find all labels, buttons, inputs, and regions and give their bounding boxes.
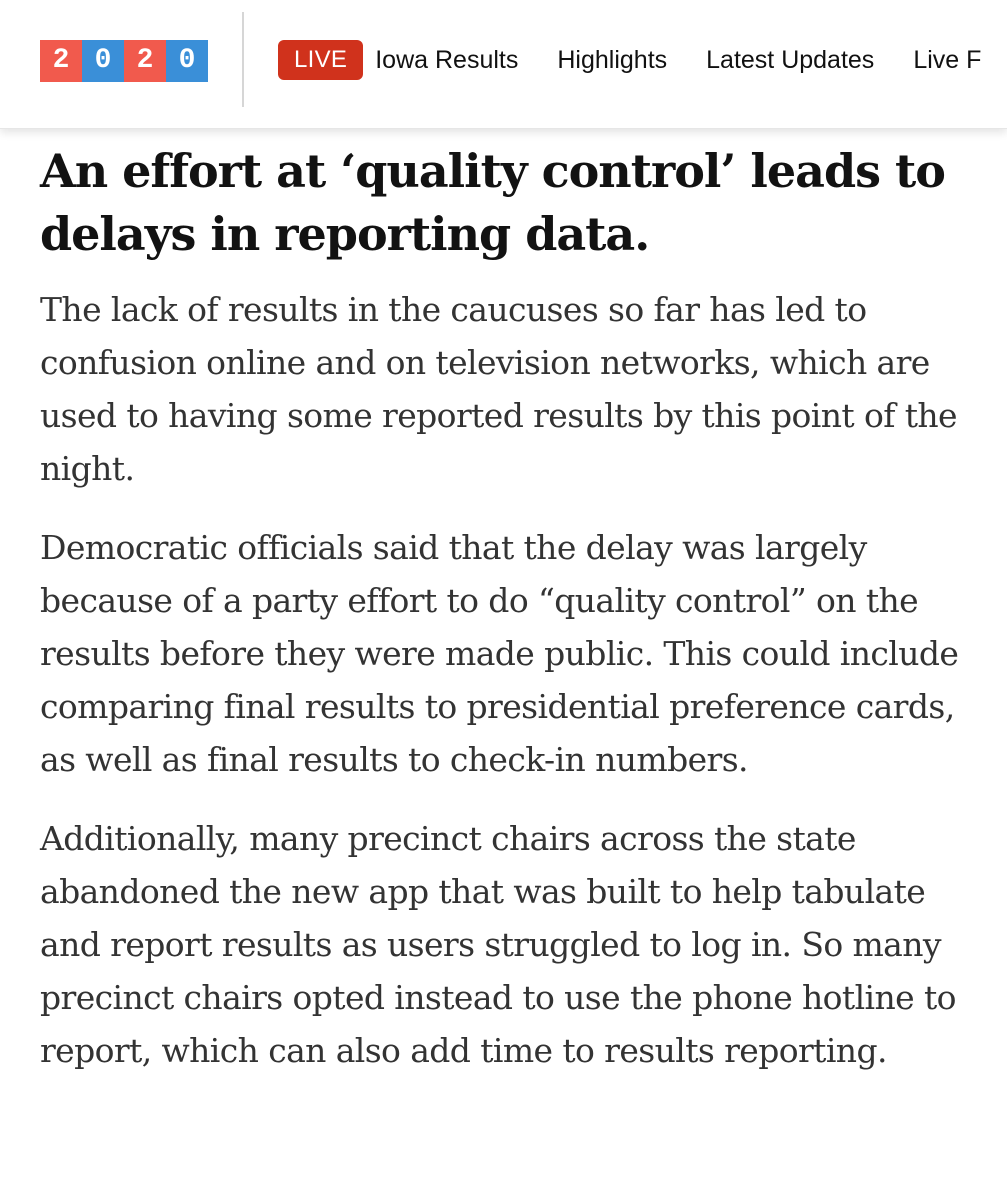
article-paragraph: Additionally, many precinct chairs across the state abandoned the new app that was built to help tabulate and report results as users struggled to log in. So many precinct chairs opted instead to use the phone hotline to report, which can also add time to results reporting. [40,819,956,1070]
nav-item-highlights[interactable]: Highlights [557,46,668,74]
section-nav [278,40,981,80]
top-navigation-bar [0,0,1007,129]
election-2020-logo[interactable] [40,40,208,82]
article-paragraph: The lack of results in the caucuses so far has led to confusion online and on television networks, which are used to having some reported results by this point of the night. [40,290,957,488]
logo-digit: 0 [82,40,124,82]
nav-item-iowa-results[interactable]: Iowa Results [375,46,519,74]
article-headline: An effort at ‘quality control’ leads to delays in reporting data. [40,144,945,261]
logo-digit: 2 [124,40,166,82]
nav-item-latest-updates[interactable]: Latest Updates [706,46,875,74]
nav-item-live-f[interactable]: Live F [913,46,982,74]
live-badge[interactable]: LIVE [278,40,363,80]
article-body [40,283,975,1103]
logo-digit: 0 [166,40,208,82]
header-divider [242,12,244,107]
article-paragraph: Democratic officials said that the delay was largely because of a party effort to do “quality control” on the results before they were made public. This could include comparing final results to presidential preference cards, as well as final results to check-in numbers. [40,528,959,779]
logo-digit: 2 [40,40,82,82]
